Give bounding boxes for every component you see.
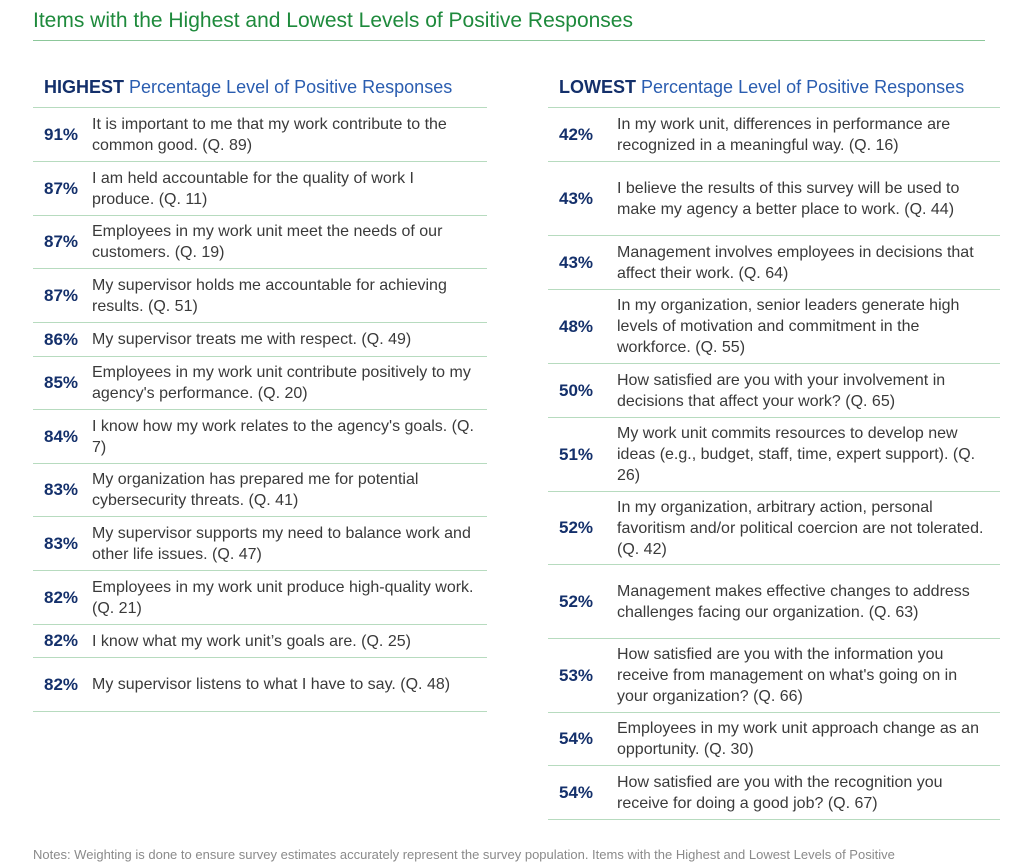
item-text: It is important to me that my work contribute to the common good. (Q. 89) — [92, 115, 447, 154]
highest-header-strong: HIGHEST — [44, 77, 125, 97]
percent-value: 54% — [559, 729, 594, 748]
percent-value: 87% — [44, 232, 79, 251]
item-text: In my work unit, differences in performance are recognized in a meaningful way. (Q. 16) — [617, 115, 951, 154]
item-text: In my organization, senior leaders generate high levels of motivation and commitment in the workforce. (Q. 55) — [617, 297, 960, 356]
lowest-header-rest: Percentage Level of Positive Responses — [636, 77, 965, 97]
table-row — [548, 290, 1000, 364]
table-row — [33, 658, 487, 712]
table-row — [33, 410, 487, 464]
item-text: How satisfied are you with the recognition you receive for doing a good job? (Q. 67) — [617, 773, 943, 812]
table-row — [548, 639, 1000, 713]
item-text: Employees in my work unit approach change as an opportunity. (Q. 30) — [617, 720, 979, 758]
percent-value: 85% — [44, 373, 79, 392]
page-title: Items with the Highest and Lowest Levels of Positive Responses — [33, 9, 633, 32]
item-text: Management involves employees in decisions that affect their work. (Q. 64) — [617, 243, 974, 282]
item-text: My work unit commits resources to develop new ideas (e.g., budget, staff, time, expert support). (Q. 26) — [617, 425, 976, 484]
table-row — [548, 236, 1000, 290]
percent-value: 91% — [44, 124, 79, 144]
item-text: My supervisor supports my need to balance work and other life issues. (Q. 47) — [92, 524, 471, 563]
item-text: Employees in my work unit meet the needs of our customers. (Q. 19) — [92, 223, 443, 261]
percent-value: 52% — [559, 518, 594, 537]
table-row — [548, 162, 1000, 236]
item-text: I know how my work relates to the agency's goals. (Q. 7) — [92, 417, 474, 456]
table-row — [548, 418, 1000, 492]
percent-value: 50% — [559, 380, 594, 400]
item-text: Employees in my work unit produce high-quality work. (Q. 21) — [92, 578, 474, 617]
table-row — [33, 625, 487, 658]
item-text: How satisfied are you with the information you receive from management on what's going on in your organization? (Q. 66) — [617, 646, 958, 705]
item-text: I know what my work unit’s goals are. (Q. 25) — [92, 632, 411, 650]
table-row — [33, 162, 487, 216]
highest-header — [33, 72, 487, 108]
percent-value: 53% — [559, 665, 594, 685]
percent-value: 83% — [44, 533, 79, 553]
highest-header-rest: Percentage Level of Positive Responses — [124, 77, 453, 97]
percent-value: 82% — [44, 674, 79, 694]
percent-value: 54% — [559, 782, 594, 802]
table-row — [33, 269, 487, 323]
percent-value: 86% — [44, 329, 79, 349]
percent-value: 87% — [44, 285, 79, 305]
table-row — [548, 766, 1000, 820]
percent-value: 42% — [559, 124, 594, 144]
percent-value: 84% — [44, 426, 79, 446]
table-row — [548, 713, 1000, 766]
footnote: Notes: Weighting is done to ensure survey estimates accurately represent the survey population. Items with the Highest and Lowest Levels of Positive — [33, 847, 895, 862]
percent-value: 43% — [559, 188, 594, 208]
item-text: My supervisor listens to what I have to say. (Q. 48) — [92, 676, 451, 693]
item-text: My supervisor treats me with respect. (Q. 49) — [92, 331, 412, 348]
table-row — [548, 565, 1000, 639]
percent-value: 83% — [44, 480, 79, 499]
item-text: In my organization, arbitrary action, personal favoritism and/or political coercion are not tolerated. (Q. 42) — [617, 498, 984, 558]
percent-value: 52% — [559, 591, 594, 611]
table-row — [33, 108, 487, 162]
percent-value: 51% — [559, 444, 594, 464]
table-row — [548, 108, 1000, 162]
percent-value: 87% — [44, 178, 79, 198]
table-row — [33, 216, 487, 269]
highest-column — [33, 72, 487, 712]
table-row — [33, 357, 487, 410]
title-divider — [33, 40, 985, 41]
item-text: How satisfied are you with your involvement in decisions that affect your work? (Q. 65) — [617, 371, 946, 410]
item-text: I believe the results of this survey will be used to make my agency a better place to work. (Q. 44) — [617, 179, 960, 218]
item-text: Employees in my work unit contribute positively to my agency's performance. (Q. 20) — [92, 364, 471, 402]
percent-value: 48% — [559, 316, 594, 336]
percent-value: 43% — [559, 252, 594, 272]
lowest-header-strong: LOWEST — [559, 77, 636, 97]
percent-value: 82% — [44, 631, 79, 650]
lowest-header — [548, 72, 1000, 108]
lowest-column — [548, 72, 1000, 820]
item-text: My supervisor holds me accountable for achieving results. (Q. 51) — [92, 276, 447, 315]
table-row — [33, 571, 487, 625]
table-row — [548, 492, 1000, 565]
table-row — [33, 517, 487, 571]
table-row — [548, 364, 1000, 418]
item-text: My organization has prepared me for potential cybersecurity threats. (Q. 41) — [92, 471, 419, 509]
item-text: Management makes effective changes to address challenges facing our organization. (Q. 63) — [617, 582, 970, 621]
table-row — [33, 323, 487, 357]
table-row — [33, 464, 487, 517]
percent-value: 82% — [44, 587, 79, 607]
item-text: I am held accountable for the quality of work I produce. (Q. 11) — [92, 169, 414, 208]
